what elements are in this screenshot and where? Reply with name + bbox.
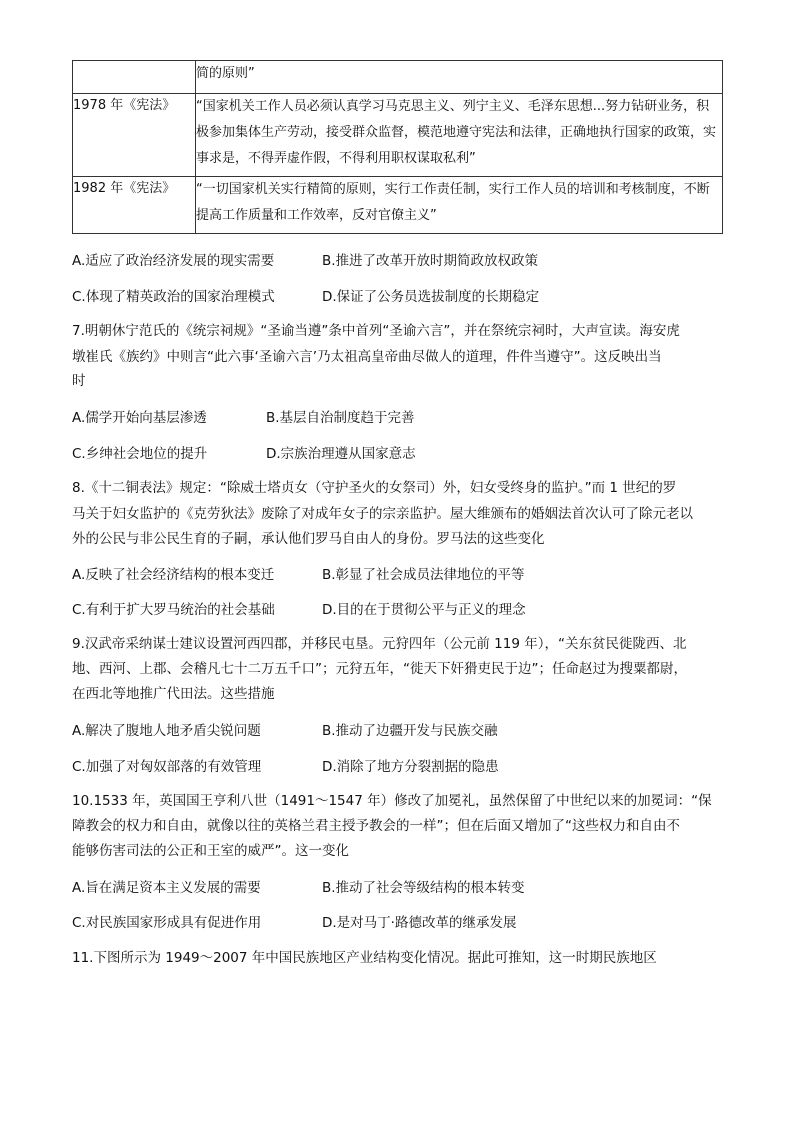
table-cell-text: “国家机关工作人员必须认真学习马克思主义、列宁主义、毛泽东思想...努力钻研业务，积极参加集体生产劳动，接受群众监督，模范地遵守宪法和法律，正确地执行国家的政策，实事求是，不得弄虚作假，不得利用职权谋取私利”	[196, 94, 723, 177]
q8-stem-line: 外的公民与非公民生育的子嗣，承认他们罗马自由人的身份。罗马法的这些变化	[72, 531, 545, 547]
q8-option-c: C.有利于扩大罗马统治的社会基础	[72, 602, 275, 618]
q9-option-b: B.推动了边疆开发与民族交融	[322, 723, 498, 739]
q7-option-b: B.基层自治制度趋于完善	[266, 410, 415, 426]
q8-stem-line: 马关于妇女监护的《克劳狄法》废除了对成年女子的宗亲监护。屋大维颁布的婚姻法首次认可了除元老以	[72, 506, 693, 522]
q10-stem-line: 10.1533 年，英国国王亨利八世（1491～1547 年）修改了加冕礼，虽然保留了中世纪以来的加冕词：“保	[72, 793, 712, 809]
table-cell-law: 1982 年《宪法》	[73, 177, 196, 234]
table-row	[73, 61, 723, 94]
q7-stem-line: 7.明朝休宁范氏的《统宗祠规》“圣谕当遵”条中首列“圣谕六言”，并在祭统宗祠时，大声宣读。海安虎	[72, 323, 680, 339]
q9-stem-line: 在西北等地推广代田法。这些措施	[72, 686, 275, 702]
table-cell-law	[73, 61, 196, 94]
q7-option-a: A.儒学开始向基层渗透	[72, 410, 207, 426]
table-cell-text: 简的原则”	[196, 61, 723, 94]
q10-option-c: C.对民族国家形成具有促进作用	[72, 915, 262, 931]
table-cell-text: “一切国家机关实行精简的原则，实行工作责任制，实行工作人员的培训和考核制度，不断提高工作质量和工作效率，反对官僚主义”	[196, 177, 723, 234]
q9-option-d: D.消除了地方分裂割据的隐患	[322, 759, 499, 775]
q8-option-d: D.目的在于贯彻公平与正义的理念	[322, 602, 526, 618]
q10-option-b: B.推动了社会等级结构的根本转变	[322, 880, 525, 896]
table-cell-law: 1978 年《宪法》	[73, 94, 196, 177]
q6-option-d: D.保证了公务员选拔制度的长期稳定	[322, 289, 540, 305]
constitution-table	[72, 60, 723, 234]
q9-option-c: C.加强了对匈奴部落的有效管理	[72, 759, 262, 775]
q9-stem-line: 9.汉武帝采纳谋士建议设置河西四郡，并移民屯垦。元狩四年（公元前 119 年），“关东贫民徙陇西、北	[72, 636, 687, 652]
q8-option-a: A.反映了社会经济结构的根本变迁	[72, 567, 275, 583]
q6-option-a: A.适应了政治经济发展的现实需要	[72, 253, 275, 269]
q8-option-b: B.彰显了社会成员法律地位的平等	[322, 567, 525, 583]
q9-stem-line: 地、西河、上郡、会稽凡七十二万五千口”；元狩五年，“徙天下奸猾吏民于边”；任命赵过为搜粟都尉，	[72, 661, 687, 677]
q6-option-c: C.体现了精英政治的国家治理模式	[72, 289, 275, 305]
q10-stem-line: 障教会的权力和自由，就像以往的英格兰君主授予教会的一样”；但在后面又增加了“这些权力和自由不	[72, 818, 680, 834]
q10-stem-line: 能够伤害司法的公正和王室的威严”。这一变化	[72, 843, 349, 859]
q7-stem-line: 墩崔氏《族约》中则言“此六事‘圣谕六言’乃太祖高皇帝曲尽做人的道理，件件当遵守”。这反映出当	[72, 349, 662, 365]
q10-option-d: D.是对马丁·路德改革的继承发展	[322, 915, 517, 931]
q7-option-d: D.宗族治理遵从国家意志	[266, 446, 416, 462]
q7-stem-line: 时	[72, 373, 86, 389]
q10-option-a: A.旨在满足资本主义发展的需要	[72, 880, 261, 896]
q11-stem-line: 11.下图所示为 1949～2007 年中国民族地区产业结构变化情况。据此可推知，这一时期民族地区	[72, 950, 657, 966]
table-row	[73, 177, 723, 234]
q9-option-a: A.解决了腹地人地矛盾尖锐问题	[72, 723, 261, 739]
q8-stem-line: 8.《十二铜表法》规定：“除威士塔贞女（守护圣火的女祭司）外，妇女受终身的监护。”而 1 世纪的罗	[72, 480, 677, 496]
q7-option-c: C.乡绅社会地位的提升	[72, 446, 208, 462]
table-row	[73, 94, 723, 177]
q6-option-b: B.推进了改革开放时期简政放权政策	[322, 253, 539, 269]
